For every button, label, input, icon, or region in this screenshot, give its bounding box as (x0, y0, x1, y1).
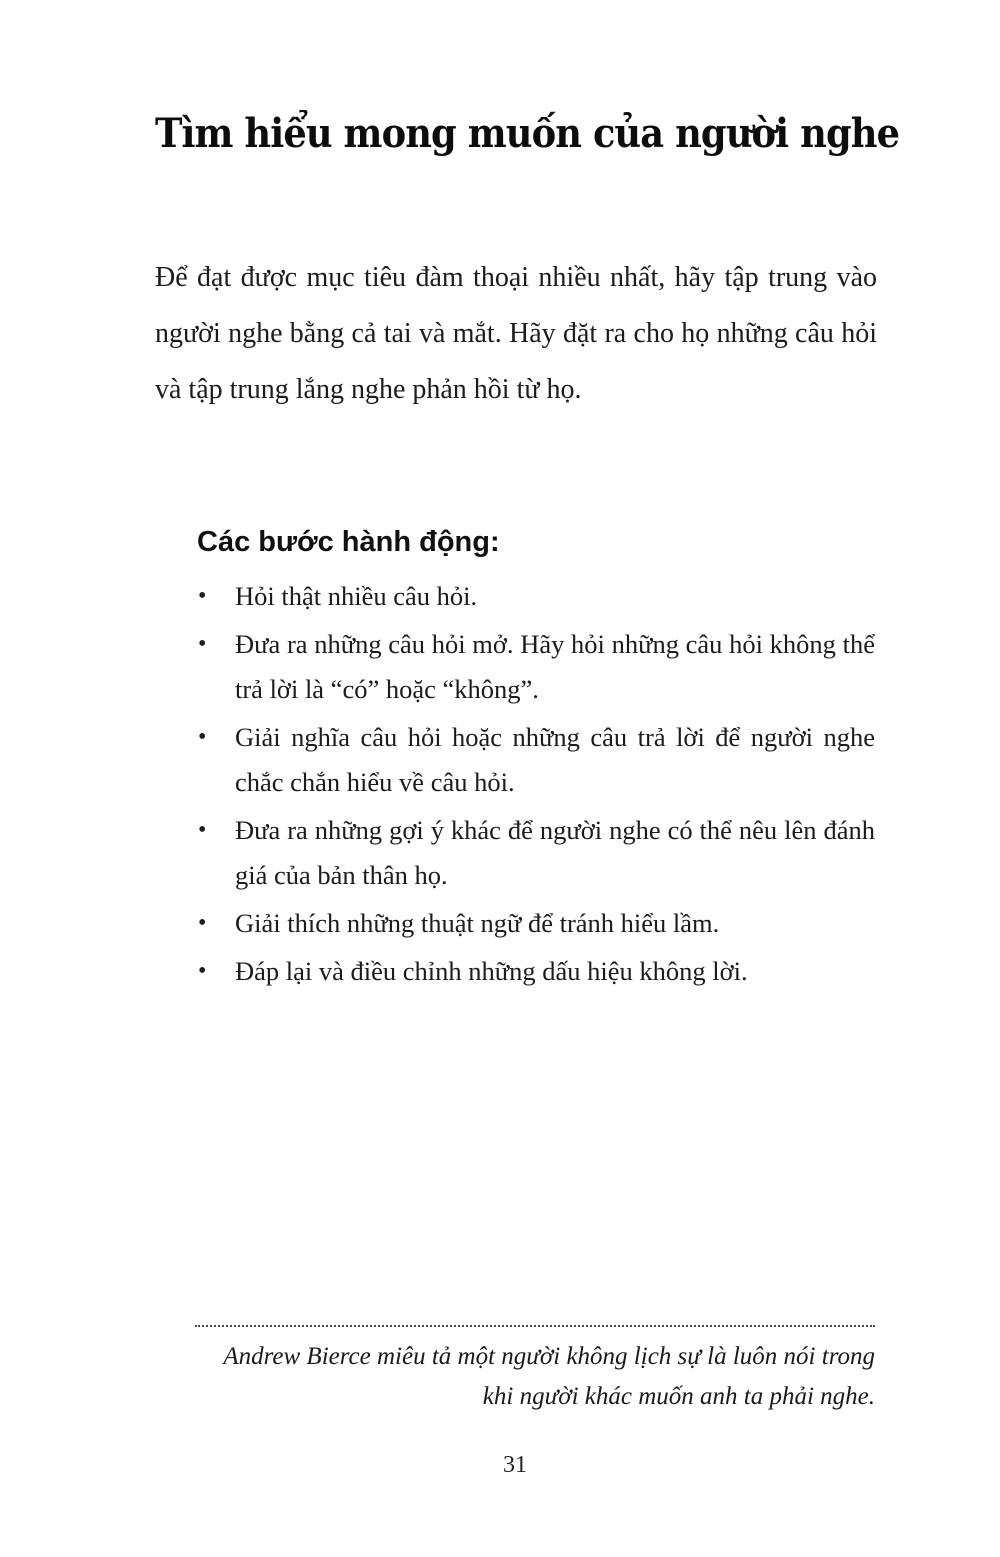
bullet-icon: • (198, 724, 207, 750)
list-item-text: Đưa ra những gợi ý khác để người nghe có thể nêu lên đánh giá của bản thân họ. (235, 815, 875, 890)
dotted-divider (195, 1325, 875, 1327)
list-item-text: Giải thích những thuật ngữ để tránh hiểu lầm. (235, 908, 720, 938)
section-heading: Các bước hành động: (197, 526, 500, 558)
bullet-icon: • (198, 817, 207, 843)
list-item (197, 715, 875, 805)
list-item (197, 949, 875, 994)
list-item-text: Hỏi thật nhiều câu hỏi. (235, 581, 478, 611)
list-item (197, 622, 875, 712)
list-item (197, 901, 875, 946)
intro-paragraph: Để đạt được mục tiêu đàm thoại nhiều nhất, hãy tập trung vào người nghe bằng cả tai và mắt. Hãy đặt ra cho họ những câu hỏi và tập trung lắng nghe phản hồi từ họ. (155, 262, 877, 405)
bullet-icon: • (198, 631, 207, 657)
list-item (197, 574, 875, 619)
list-item (197, 808, 875, 898)
list-item-text: Đáp lại và điều chỉnh những dấu hiệu không lời. (235, 956, 748, 986)
quote-block (195, 1325, 875, 1417)
page-title: Tìm hiểu mong muốn của người nghe (155, 110, 900, 157)
bullet-icon: • (198, 958, 207, 984)
bullet-icon: • (198, 583, 207, 609)
bullet-icon: • (198, 910, 207, 936)
list-item-text: Giải nghĩa câu hỏi hoặc những câu trả lời để người nghe chắc chắn hiểu về câu hỏi. (235, 722, 875, 797)
page-number: 31 (503, 1452, 527, 1478)
action-steps-list (197, 574, 875, 997)
list-item-text: Đưa ra những câu hỏi mở. Hãy hỏi những câu hỏi không thể trả lời là “có” hoặc “không”. (235, 629, 875, 704)
quote-text: Andrew Bierce miêu tả một người không lịch sự là luôn nói trong khi người khác muốn anh ta phải nghe. (223, 1343, 875, 1410)
